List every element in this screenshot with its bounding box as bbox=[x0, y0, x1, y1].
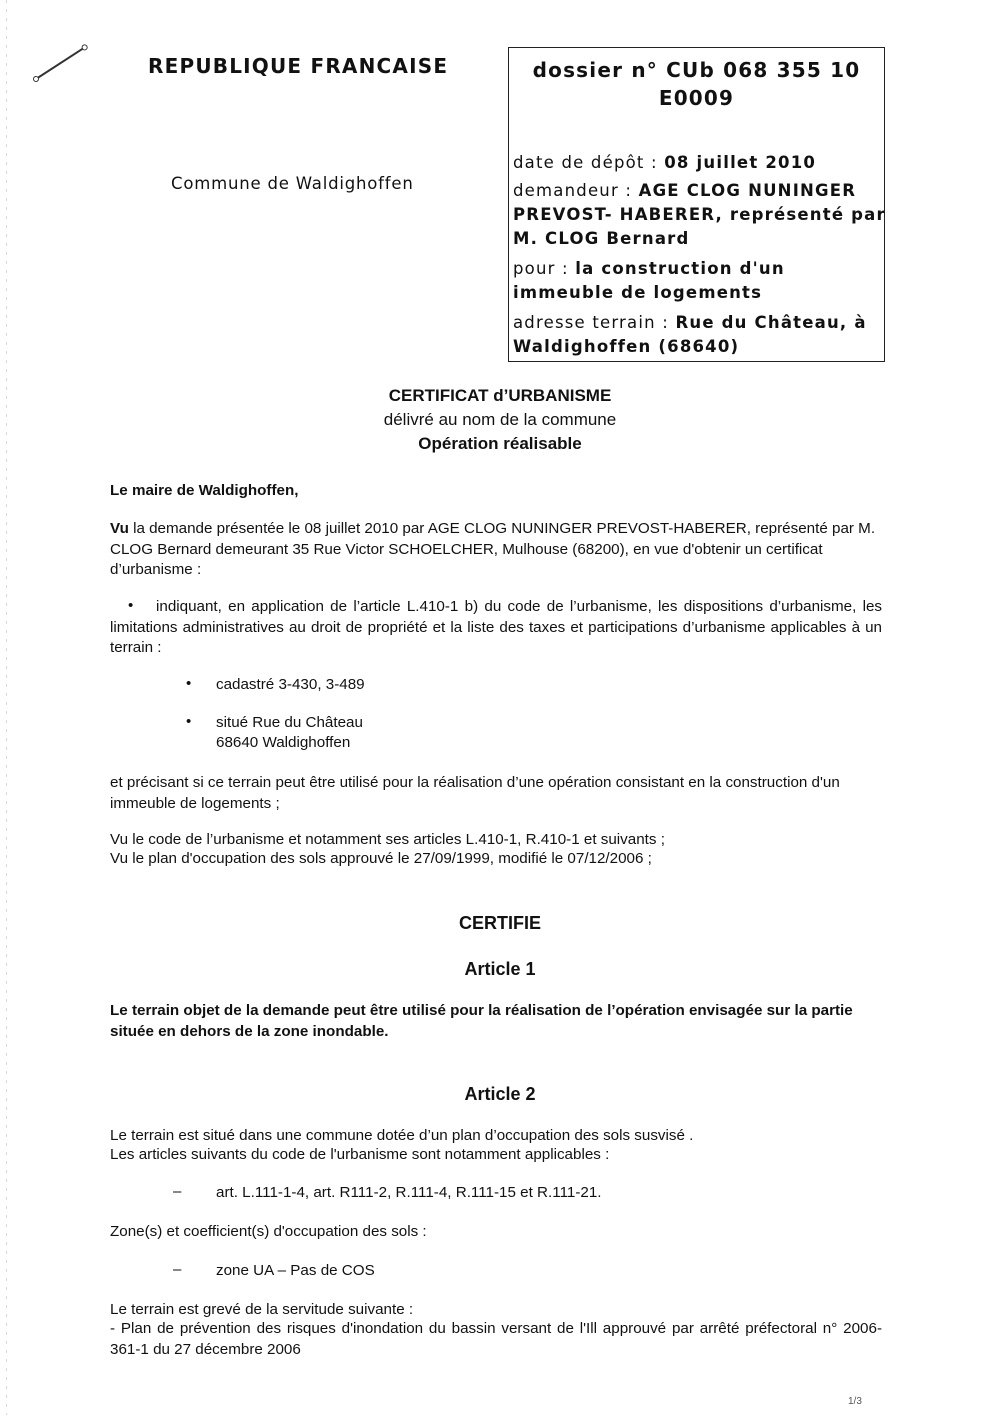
site-address: adresse terrain : Rue du Château, à bbox=[513, 313, 867, 332]
mayor-line: Le maire de Waldighoffen, bbox=[110, 482, 299, 499]
indiquant-paragraph: indiquant, en application de l’article L.410-1 b) du code de l’urbanisme, les dispositions d’urbanisme, les limitations administratives au droit de propriété et la liste des taxes et participations d’urbanisme applicables à un terrain : bbox=[110, 598, 882, 656]
address-item: situé Rue du Château bbox=[216, 714, 363, 731]
article-2-line1: Le terrain est situé dans une commune dotée d’un plan d’occupation des sols susvisé . bbox=[110, 1127, 694, 1144]
site-address-line2: Waldighoffen (68640) bbox=[513, 337, 740, 356]
pin-mark-icon bbox=[35, 47, 85, 80]
scan-edge bbox=[6, 0, 7, 1415]
vu-plan-line: Vu le plan d'occupation des sols approuvé le 27/09/1999, modifié le 07/12/2006 ; bbox=[110, 850, 652, 867]
article-1-text: Le terrain objet de la demande peut être utilisé pour la réalisation de l’opération envisagée sur la partie située en dehors de la zone inondable. bbox=[110, 1002, 853, 1040]
precisant-paragraph: et précisant si ce terrain peut être utilisé pour la réalisation d’une opération consistant en la construction d'un immeuble de logements ; bbox=[110, 774, 840, 812]
applicant: demandeur : AGE CLOG NUNINGER bbox=[513, 181, 857, 200]
republic-heading: REPUBLIQUE FRANCAISE bbox=[148, 54, 449, 78]
deposit-date: date de dépôt : 08 juillet 2010 bbox=[513, 153, 817, 172]
page-number: 1/3 bbox=[848, 1396, 862, 1407]
cadastre-item: cadastré 3-430, 3-489 bbox=[216, 676, 365, 693]
operation-status: Opération réalisable bbox=[418, 434, 582, 453]
commune-name: Commune de Waldighoffen bbox=[171, 174, 414, 193]
bullet-icon: • bbox=[186, 713, 192, 730]
vu-code-line: Vu le code de l’urbanisme et notamment ses articles L.410-1, R.410-1 et suivants ; bbox=[110, 831, 665, 848]
bullet-icon: • bbox=[128, 597, 134, 614]
dossier-number bbox=[509, 56, 884, 112]
bullet-icon: • bbox=[186, 675, 192, 692]
address-item-line2: 68640 Waldighoffen bbox=[216, 734, 351, 751]
certificate-subtitle: délivré au nom de la commune bbox=[383, 410, 617, 429]
dossier-number-line2: E0009 bbox=[658, 86, 735, 110]
zone-label: Zone(s) et coefficient(s) d'occupation des sols : bbox=[110, 1223, 427, 1240]
dash-bullet-icon: – bbox=[173, 1183, 182, 1200]
certificate-title: CERTIFICAT d’URBANISME bbox=[388, 386, 612, 405]
vu-demande-paragraph: Vu la demande présentée le 08 juillet 2010 par AGE CLOG NUNINGER PREVOST-HABERER, représenté par M. CLOG Bernard demeurant 35 Rue Victor SCHOELCHER, Mulhouse (68200), en vue d'obtenir un certificat d’urbanisme : bbox=[110, 520, 876, 578]
purpose-line2: immeuble de logements bbox=[513, 283, 763, 302]
article-2-line2: Les articles suivants du code de l'urbanisme sont notamment applicables : bbox=[110, 1146, 610, 1163]
article-1-title: Article 1 bbox=[464, 959, 536, 979]
dossier-box bbox=[508, 47, 885, 362]
servitude-text: - Plan de prévention des risques d'inondation du bassin versant de l'Ill approuvé par arrêté préfectoral n° 2006-361-1 du 27 décembre 2006 bbox=[110, 1320, 882, 1358]
dash-bullet-icon: – bbox=[173, 1261, 182, 1278]
dossier-number-line1: dossier n° CUb 068 355 10 bbox=[532, 58, 861, 82]
certifie-heading: CERTIFIE bbox=[458, 913, 541, 933]
applicant-line2: PREVOST- HABERER, représenté par bbox=[513, 205, 886, 224]
applicant-line3: M. CLOG Bernard bbox=[513, 229, 690, 248]
purpose: pour : la construction d'un bbox=[513, 259, 785, 278]
zone-item: zone UA – Pas de COS bbox=[216, 1262, 375, 1279]
applicable-articles: art. L.111-1-4, art. R111-2, R.111-4, R.111-15 et R.111-21. bbox=[216, 1184, 602, 1201]
servitude-label: Le terrain est grevé de la servitude suivante : bbox=[110, 1301, 414, 1318]
article-2-title: Article 2 bbox=[464, 1084, 536, 1104]
